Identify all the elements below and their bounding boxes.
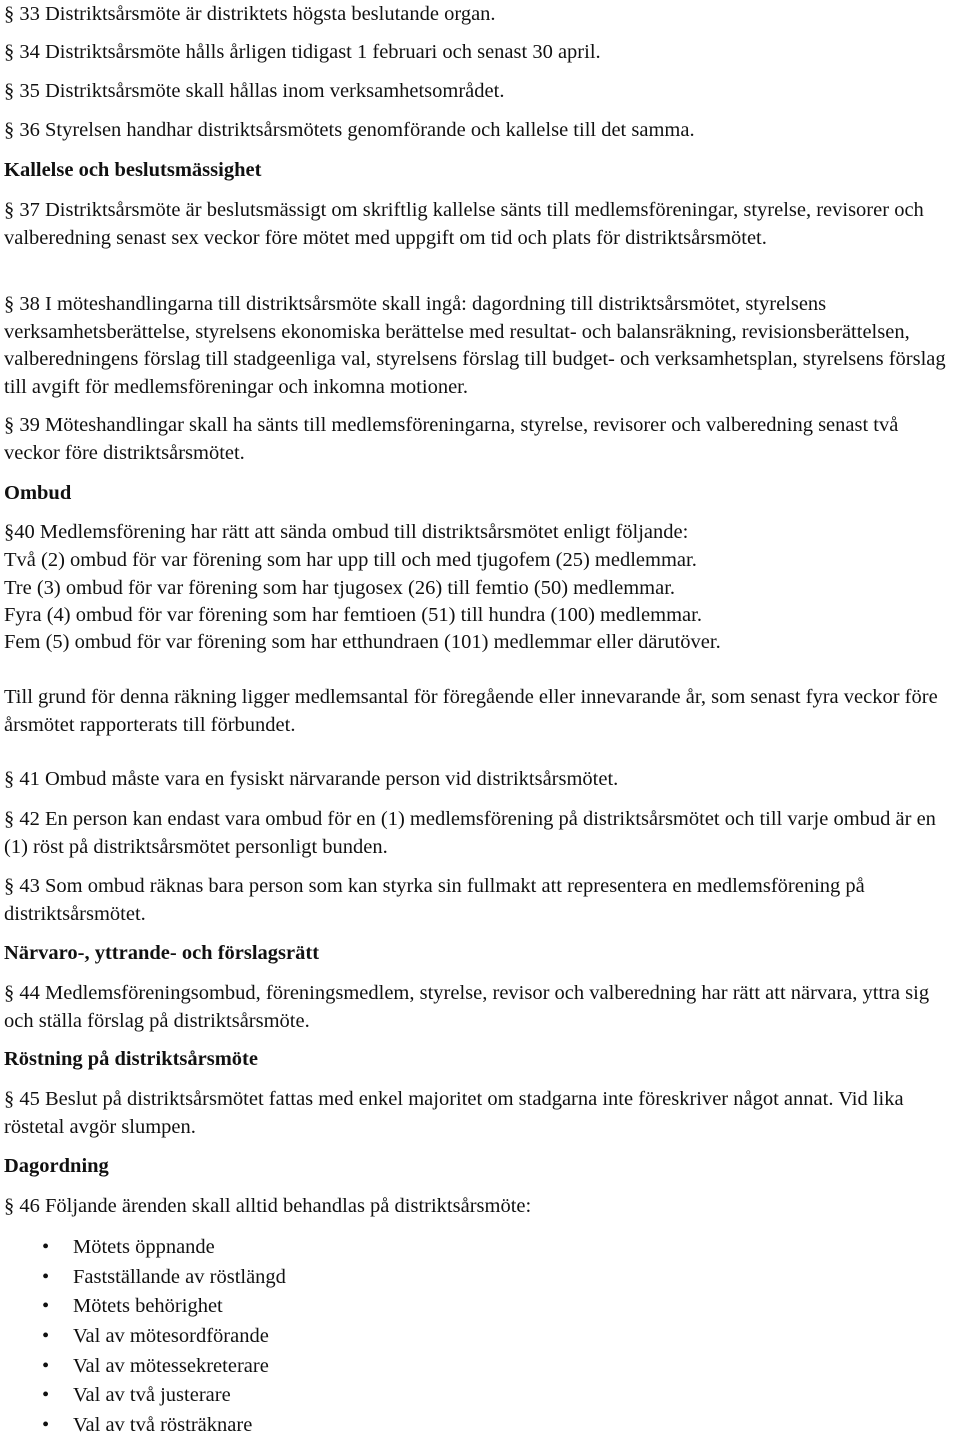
- agenda-list: [4, 1233, 286, 1441]
- paragraph-40: §40 Medlemsförening har rätt att sända ombud till distriktsårsmötet enligt följande:: [4, 521, 689, 543]
- paragraph-36: § 36 Styrelsen handhar distriktsårsmötets genomförande och kallelse till det samma.: [4, 119, 695, 141]
- paragraph-40-two: Två (2) ombud för var förening som har upp till och med tjugofem (25) medlemmar.: [4, 549, 697, 571]
- heading-ombud: Ombud: [4, 482, 72, 504]
- paragraph-45: § 45 Beslut på distriktsårsmötet fattas med enkel majoritet om stadgarna inte föreskriver något annat. Vid lika röstetal avgör slumpen.: [4, 1088, 904, 1138]
- list-item: • Val av mötessekreterare: [4, 1352, 286, 1382]
- heading-kallelse: Kallelse och beslutsmässighet: [4, 159, 262, 181]
- paragraph-40-three: Tre (3) ombud för var förening som har tjugosex (26) till femtio (50) medlemmar.: [4, 577, 676, 599]
- paragraph-43: § 43 Som ombud räknas bara person som kan styrka sin fullmakt att representera en medlemsförening på distriktsårsmötet.: [4, 875, 865, 925]
- paragraph-40-five: Fem (5) ombud för var förening som har etthundraen (101) medlemmar eller därutöver.: [4, 631, 721, 653]
- paragraph-42: § 42 En person kan endast vara ombud för en (1) medlemsförening på distriktsårsmötet och till varje ombud är en (1) röst på distriktsårsmötet personligt bunden.: [4, 808, 936, 858]
- list-item: • Val av mötesordförande: [4, 1322, 286, 1352]
- paragraph-38: § 38 I möteshandlingarna till distriktsårsmöte skall ingå: dagordning till distriktsårsmötet, styrelsens verksamhetsberättelse, styrelsens ekonomiska berättelse med resultat- och balansräkning, revisionsberättelsen, valberedningens förslag till stadgeenliga val, styrelsens förslag till budget- och verksamhetsplan, styrelsens förslag till avgift för medlemsföreningar och inkomna motioner.: [4, 293, 946, 398]
- paragraph-44: § 44 Medlemsföreningsombud, föreningsmedlem, styrelse, revisor och valberedning har rätt att närvara, yttra sig och ställa förslag på distriktsårsmöte.: [4, 982, 930, 1032]
- paragraph-40-four: Fyra (4) ombud för var förening som har femtioen (51) till hundra (100) medlemmar.: [4, 604, 702, 626]
- paragraph-41: § 41 Ombud måste vara en fysiskt närvarande person vid distriktsårsmötet.: [4, 768, 619, 790]
- list-item: • Val av två justerare: [4, 1381, 286, 1411]
- list-item: • Mötets behörighet: [4, 1292, 286, 1322]
- list-item: • Fastställande av röstlängd: [4, 1263, 286, 1293]
- heading-rostning: Röstning på distriktsårsmöte: [4, 1048, 258, 1070]
- paragraph-39: § 39 Möteshandlingar skall ha sänts till medlemsföreningarna, styrelse, revisorer och valberedning senast två veckor före distriktsårsmötet.: [4, 414, 899, 464]
- list-item: • Val av två rösträknare: [4, 1411, 286, 1441]
- paragraph-46: § 46 Följande ärenden skall alltid behandlas på distriktsårsmöte:: [4, 1195, 532, 1217]
- list-item: • Mötets öppnande: [4, 1233, 286, 1263]
- paragraph-33: § 33 Distriktsårsmöte är distriktets högsta beslutande organ.: [4, 3, 496, 25]
- paragraph-37: § 37 Distriktsårsmöte är beslutsmässigt om skriftlig kallelse sänts till medlemsföreningar, styrelse, revisorer och valberedning senast sex veckor före mötet med uppgift om tid och plats för distriktsårsmötet.: [4, 199, 924, 249]
- paragraph-grund: Till grund för denna räkning ligger medlemsantal för föregående eller innevarande år, som senast fyra veckor före årsmötet rapporterats till förbundet.: [4, 686, 938, 736]
- paragraph-34: § 34 Distriktsårsmöte hålls årligen tidigast 1 februari och senast 30 april.: [4, 41, 601, 63]
- heading-narvaro: Närvaro-, yttrande- och förslagsrätt: [4, 942, 320, 964]
- heading-dagordning: Dagordning: [4, 1155, 109, 1177]
- paragraph-35: § 35 Distriktsårsmöte skall hållas inom verksamhetsområdet.: [4, 80, 505, 102]
